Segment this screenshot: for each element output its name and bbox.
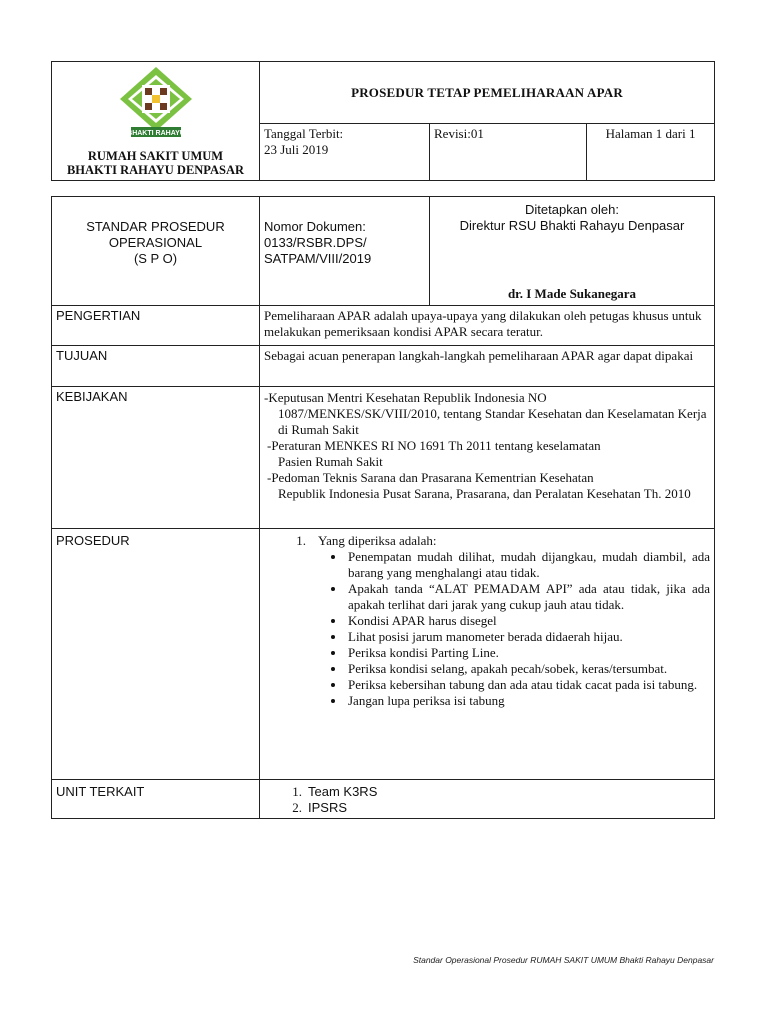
list-item: • Penempatan mudah dilihat, mudah dijangkau, mudah diambil, ada barang yang menghalangi atau tidak. <box>346 549 710 581</box>
unit-item-1 <box>264 784 710 800</box>
policy-item-3-cont: Republik Indonesia Pusat Sarana, Prasarana, dan Peralatan Kesehatan Th. 2010 <box>278 486 691 501</box>
policy-item-1-first: -Keputusan Mentri Kesehatan Republik Indonesia NO <box>264 390 547 405</box>
prosedur-checklist <box>301 549 710 709</box>
document-number-cell <box>260 197 430 306</box>
issue-date-label: Tanggal Terbit: <box>264 126 344 141</box>
hospital-name-line1: RUMAH SAKIT UMUM <box>87 149 224 163</box>
unit-item-2 <box>264 800 710 816</box>
pengertian-label: PENGERTIAN <box>52 306 260 346</box>
policy-item-3-first: -Pedoman Teknis Sarana dan Prasarana Kementrian Kesehatan <box>267 470 594 485</box>
list-item: • Apakah tanda “ALAT PEMADAM API” ada atau tidak, jika ada apakah terlihat dari jarak yang cukup jauh atau tidak. <box>346 581 710 613</box>
document-number-label: Nomor Dokumen: <box>264 219 366 234</box>
spo-label-line2: OPERASIONAL <box>108 235 203 250</box>
spo-label-cell <box>52 197 260 306</box>
list-item: • Periksa kebersihan tabung dan ada atau tidak cacat pada isi tabung. <box>346 677 710 693</box>
prosedur-step-1 <box>264 533 710 549</box>
hospital-logo <box>111 65 201 139</box>
prosedur-step-number: 1. <box>296 533 306 548</box>
kebijakan-list <box>260 387 715 529</box>
hospital-name <box>52 149 259 180</box>
policy-item-2 <box>264 438 710 454</box>
page-footer: Standar Operasional Prosedur RUMAH SAKIT UMUM Bhakti Rahayu Denpasar <box>413 955 714 965</box>
spo-label-line1: STANDAR PROSEDUR <box>86 219 225 234</box>
unit-item-text: Team K3RS <box>308 784 378 799</box>
revision-cell: Revisi:01 <box>430 124 587 181</box>
list-item: • Lihat posisi jarum manometer berada didaerah hijau. <box>346 629 710 645</box>
unit-item-text: IPSRS <box>308 800 348 815</box>
signatory-name: dr. I Made Sukanegara <box>507 286 637 301</box>
unit-terkait-list <box>260 780 715 819</box>
prosedur-step-intro: Yang diperiksa adalah: <box>318 533 437 548</box>
main-table <box>51 196 715 819</box>
prosedur-label: PROSEDUR <box>52 529 260 780</box>
kebijakan-label: KEBIJAKAN <box>52 387 260 529</box>
page-number-cell: Halaman 1 dari 1 <box>587 124 715 181</box>
policy-item-1 <box>264 390 710 406</box>
list-item: • Periksa kondisi selang, apakah pecah/sobek, keras/tersumbat. <box>346 661 710 677</box>
hospital-name-line2: BHAKTI RAHAYU DENPASAR <box>66 163 245 177</box>
header-table <box>51 61 715 181</box>
established-by-cell <box>430 197 715 306</box>
list-item: • Jangan lupa periksa isi tabung <box>346 693 710 709</box>
issue-date-cell <box>260 124 430 181</box>
tujuan-label: TUJUAN <box>52 346 260 387</box>
unit-item-number: 2. <box>292 800 302 815</box>
established-label: Ditetapkan oleh: <box>525 202 619 217</box>
policy-item-2-cont: Pasien Rumah Sakit <box>278 454 383 469</box>
list-item: • Periksa kondisi Parting Line. <box>346 645 710 661</box>
logo-text: BHAKTI RAHAYU <box>126 130 185 137</box>
tujuan-text: Sebagai acuan penerapan langkah-langkah pemeliharaan APAR agar dapat dipakai <box>260 346 715 387</box>
issue-date-value: 23 Juli 2019 <box>264 142 329 157</box>
pengertian-text: Pemeliharaan APAR adalah upaya-upaya yang dilakukan oleh petugas khusus untuk melakukan pemeriksaan kondisi APAR secara teratur. <box>260 306 715 346</box>
document-number-line2: SATPAM/VIII/2019 <box>264 251 372 266</box>
document-number-line1: 0133/RSBR.DPS/ <box>264 235 367 250</box>
document-title: PROSEDUR TETAP PEMELIHARAAN APAR <box>260 62 715 124</box>
policy-item-2-first: -Peraturan MENKES RI NO 1691 Th 2011 tentang keselamatan <box>267 438 601 453</box>
established-by: Direktur RSU Bhakti Rahayu Denpasar <box>459 218 685 233</box>
unit-item-number: 1. <box>292 784 302 799</box>
policy-item-1-cont: 1087/MENKES/SK/VIII/2010, tentang Standar Kesehatan dan Keselamatan Kerja di Rumah Sakit <box>278 406 707 437</box>
unit-terkait-label: UNIT TERKAIT <box>52 780 260 819</box>
spo-label-line3: (S P O) <box>133 251 178 266</box>
prosedur-content <box>260 529 715 780</box>
hospital-identity-cell <box>52 62 260 181</box>
list-item: • Kondisi APAR harus disegel <box>346 613 710 629</box>
policy-item-3 <box>264 470 710 486</box>
